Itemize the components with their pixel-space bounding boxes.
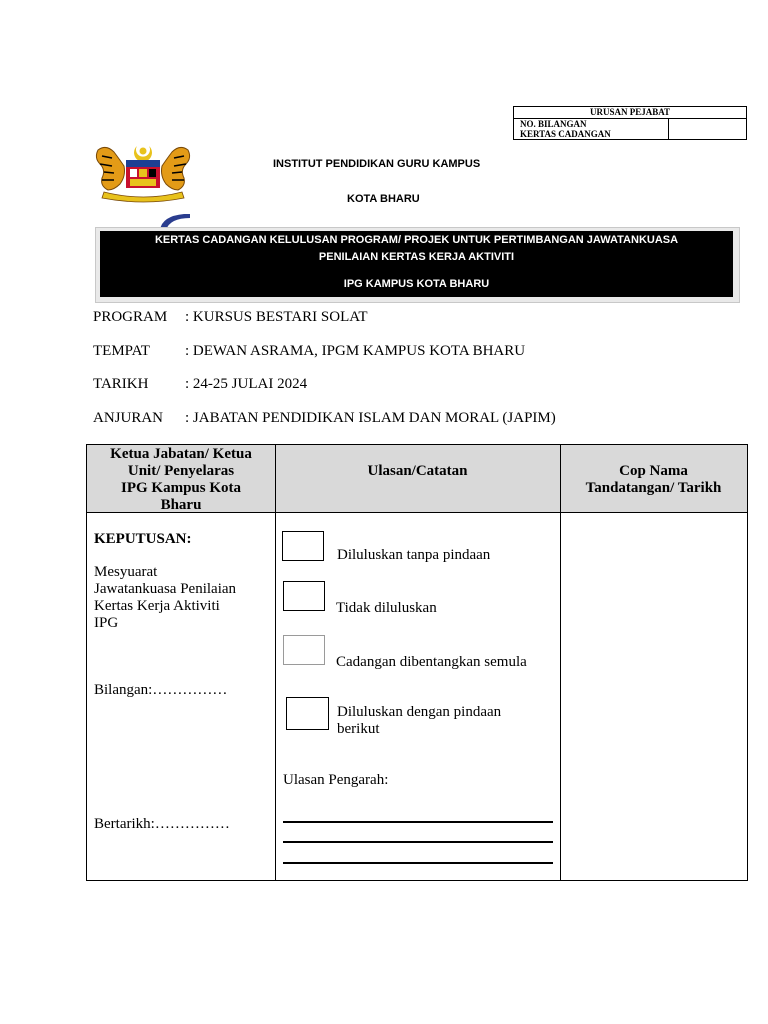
coat-of-arms-logo	[90, 142, 196, 204]
institute-name: INSTITUT PENDIDIKAN GURU KAMPUS	[273, 158, 481, 170]
meeting-line-1: Mesyuarat	[94, 564, 158, 580]
decision-table	[86, 444, 748, 881]
header-col1-line2: Unit/ Penyelaras	[127, 463, 235, 479]
banner-line-3: IPG KAMPUS KOTA BHARU	[343, 278, 490, 290]
header-col1-line3: IPG Kampus Kota	[120, 480, 241, 496]
header-col1-line1: Ketua Jabatan/ Ketua	[110, 446, 252, 462]
resubmit-proposal-checkbox[interactable]	[283, 635, 325, 665]
comment-line-2[interactable]	[283, 841, 553, 843]
proposal-number-label-line2: KERTAS CADANGAN	[520, 129, 611, 139]
resubmit-proposal-label: Cadangan dibentangkan semula	[336, 654, 527, 670]
comment-line-3[interactable]	[283, 862, 553, 864]
approved-with-amendment-line1: Diluluskan dengan pindaan	[337, 704, 502, 720]
venue-value: : DEWAN ASRAMA, IPGM KAMPUS KOTA BHARU	[185, 343, 526, 359]
header-comments: Ulasan/Catatan	[367, 463, 468, 479]
meeting-date-field[interactable]: Bertarikh:……………	[94, 816, 230, 832]
approved-with-amendment-line2: berikut	[337, 721, 380, 737]
header-col3-line2: Tandatangan/ Tarikh	[585, 480, 722, 496]
meeting-number-field[interactable]: Bilangan:……………	[94, 682, 228, 698]
campus-name: KOTA BHARU	[347, 193, 420, 205]
approved-with-amendment-label	[337, 704, 501, 738]
header-col3-line1: Cop Nama	[619, 463, 688, 479]
director-comment-label: Ulasan Pengarah:	[283, 772, 389, 788]
venue-label: TEMPAT	[93, 343, 150, 359]
approved-with-amendment-checkbox[interactable]	[286, 697, 329, 730]
meeting-line-4: IPG	[94, 615, 119, 631]
title-banner	[100, 231, 733, 297]
approved-without-amendment-label: Diluluskan tanpa pindaan	[337, 547, 491, 563]
office-use-title: URUSAN PEJABAT	[514, 107, 746, 119]
header-head-of-department	[87, 446, 275, 514]
meeting-line-2: Jawatankuasa Penilaian	[94, 581, 237, 597]
banner-line-2: PENILAIAN KERTAS KERJA AKTIVITI	[318, 251, 515, 263]
program-label: PROGRAM	[93, 309, 168, 325]
comment-line-1[interactable]	[283, 821, 553, 823]
column-divider-2	[560, 445, 561, 880]
header-col1-line4: Bharu	[160, 497, 202, 513]
decision-title: KEPUTUSAN:	[94, 531, 192, 547]
program-value: : KURSUS BESTARI SOLAT	[185, 309, 368, 325]
proposal-number-label-line1: NO. BILANGAN	[520, 119, 587, 129]
header-stamp-signature	[560, 463, 747, 497]
office-use-box	[513, 106, 747, 140]
proposal-number-label	[520, 119, 611, 139]
organizer-value: : JABATAN PENDIDIKAN ISLAM DAN MORAL (JAPIM)	[185, 410, 556, 426]
office-box-divider	[668, 118, 669, 139]
approved-without-amendment-checkbox[interactable]	[282, 531, 324, 561]
not-approved-checkbox[interactable]	[283, 581, 325, 611]
meeting-description	[94, 564, 236, 632]
banner-line-1: KERTAS CADANGAN KELULUSAN PROGRAM/ PROJEK UNTUK PERTIMBANGAN JAWATANKUASA	[154, 234, 679, 246]
meeting-line-3: Kertas Kerja Aktiviti	[94, 598, 220, 614]
date-label: TARIKH	[93, 376, 149, 392]
not-approved-label: Tidak diluluskan	[336, 600, 437, 616]
organizer-label: ANJURAN	[93, 410, 164, 426]
date-value: : 24-25 JULAI 2024	[185, 376, 308, 392]
column-divider-1	[275, 445, 276, 880]
